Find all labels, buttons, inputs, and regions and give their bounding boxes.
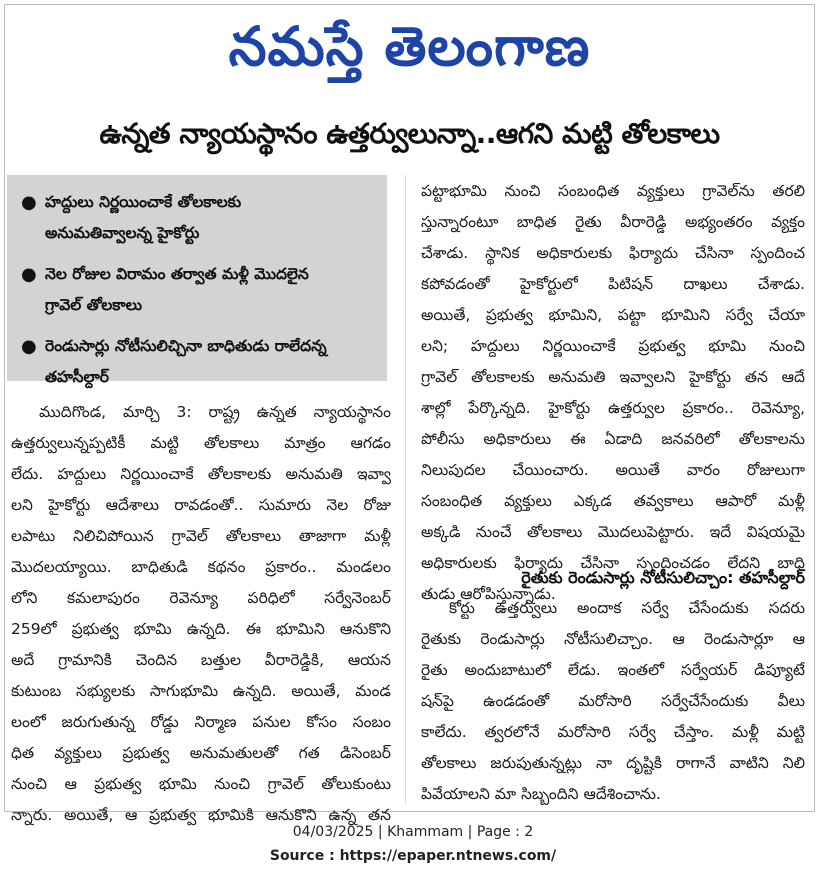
highlight-line: అనుమతివ్వాలన్న హైకోర్టు <box>45 224 200 242</box>
body-line: ధిత వ్యక్తులు ప్రభుత్వ అనుమతులతో గత డిసెంబర్ <box>11 744 391 762</box>
body-line: పట్టాభూమి నుంచి సంబంధిత వ్యక్తులు గ్రావెల్‌ను తరలి <box>421 182 805 200</box>
body-line: ఉత్తర్వులున్నప్పటికీ మట్టి తోలకాలు మాత్రం ఆగడం <box>11 434 391 452</box>
sub-heading: రైతుకు రెండుసార్లు నోటీసులిచ్చాం: తహసీల్దార్ <box>521 568 805 587</box>
highlight-item <box>19 331 377 393</box>
column-divider <box>405 175 406 805</box>
body-line: చేశాడు. స్థానిక అధికారులకు ఫిర్యాదు చేసినా స్పందించ <box>421 244 805 262</box>
left-column-body <box>11 397 391 831</box>
body-line: తోలకాలు జరుపుతున్నట్లు నా దృష్టికి రాగానే వాటిని నిలి <box>421 754 805 772</box>
body-line: అక్కడి నుంచే తోలకాలు మొదలుపెట్టారు. ఇదే విషయమై <box>421 523 805 541</box>
footer-date-line: 04/03/2025 | Khammam | Page : 2 <box>292 824 534 840</box>
highlight-item <box>19 259 377 321</box>
body-line: కుటుంబ సభ్యులకు సాగుభూమి ఉన్నది. అయితే, మండ <box>11 682 391 700</box>
body-line: లని; హద్దులు నిర్ణయించాకే ప్రభుత్వ భూమి నుంచి <box>421 337 805 355</box>
body-line: స్తున్నారంటూ బాధిత రైతు వీరారెడ్డి అభ్యంతరం వ్యక్తం <box>421 213 805 231</box>
body-line: ముదిగొండ, మార్చి 3: రాష్ట్ర ఉన్నత న్యాయస్థానం <box>39 403 391 421</box>
body-line: అదే గ్రామానికి చెందిన బత్తుల వీరారెడ్డికి, ఆయన <box>11 651 391 669</box>
body-line: కోర్టు ఉత్తర్వులు అందాక సర్వే చేసేందుకు సదరు <box>449 599 805 617</box>
body-line: కపోవడంతో హైకోర్టులో పిటిషన్ దాఖలు చేశాడు. <box>421 275 805 293</box>
body-line: పివేయాలని మా సిబ్బందిని ఆదేశించాను. <box>421 785 661 803</box>
body-line: అయితే, ప్రభుత్వ భూమిని, పట్టా భూమిని సర్వే చేయా <box>421 306 805 324</box>
body-line: శాల్లో పేర్కొన్నది. హైకోర్టు ఉత్తర్వుల ప్రకారం.. రెవెన్యూ, <box>421 399 805 417</box>
body-line: నుంచి ఆ ప్రభుత్వ భూమి నుంచి గ్రావెల్ తోలుకుంటు <box>11 775 391 793</box>
body-line: 259లో ప్రభుత్వ భూమి ఉన్నది. ఈ భూమిని ఆనుకొని <box>11 620 391 638</box>
highlight-line: గ్రావెల్ తోలకాలు <box>45 296 143 314</box>
body-line: లోని కమలాపురం రెవెన్యూ పరిధిలో సర్వేనెంబర్ <box>11 589 391 607</box>
article-headline: ఉన్నత న్యాయస్థానం ఉత్తర్వులున్నా..ఆగని మట్టి తోలకాలు <box>99 117 720 150</box>
body-line: సంబంధిత వ్యక్తులు ఎక్కడ తవ్వకాలు ఆపారో మళ్లీ <box>421 492 805 510</box>
body-line: లంలో జరుగుతున్న రోడ్డు నిర్మాణ పనుల కోసం సంబం <box>11 713 391 731</box>
body-line: మొదలయ్యాయి. బాధితుడి కథనం ప్రకారం.. మండలం <box>11 558 391 576</box>
body-line: తుడు ఆరోపిస్తున్నాడు. <box>421 585 556 603</box>
right-column-body-2 <box>421 593 805 810</box>
body-line: లేదు. హద్దులు నిర్ణయించాకే తోలకాలకు అనుమతి ఇవ్వా <box>11 465 391 483</box>
news-clipping <box>4 4 815 824</box>
body-line: అధికారులకు ఫిర్యాదు చేసినా స్పందించడం లేదని బాధి <box>421 554 805 572</box>
body-line: పోలీసు అధికారులు ఈ ఏడాది జనవరిలో తోలకాలను <box>421 430 805 448</box>
bullet-icon: ● <box>21 336 37 357</box>
masthead-logo: నమస్తే తెలంగాణ <box>228 15 591 78</box>
bullet-icon: ● <box>21 192 37 213</box>
body-line: రైతు అందుబాటులో లేడు. ఇంతలో సర్వేయర్ డిప్యూటే <box>421 661 805 679</box>
body-line: లపాటు నిలిచిపోయిన గ్రావెల్ తోలకాలు తాజాగా మళ్లీ <box>11 527 391 545</box>
highlight-line: తహసీల్దార్ <box>45 368 109 386</box>
highlights-box <box>7 175 387 386</box>
clipping-footer <box>0 820 826 868</box>
highlight-line: నెల రోజుల విరామం తర్వాత మళ్లీ మొదలైన <box>45 265 309 283</box>
footer-source-line: Source : https://epaper.ntnews.com/ <box>269 848 557 864</box>
right-column-body <box>421 176 805 610</box>
body-line: షన్‌పై ఉండడంతో మరోసారి సర్వేచేసేందుకు వీలు <box>421 692 805 710</box>
highlight-item <box>19 187 377 249</box>
body-line: న్నారు. అయితే, ఆ ప్రభుత్వ భూమికి ఆనుకొని ఉన్న తన <box>11 806 391 824</box>
body-line: నిలుపుదల చేయించారు. అయితే వారం రోజులుగా <box>421 461 805 479</box>
body-line: కాలేదు. త్వరలోనే మరోసారి సర్వే చేస్తాం. మళ్లీ మట్టి <box>421 723 805 741</box>
highlight-line: హద్దులు నిర్ణయించాకే తోలకాలకు <box>45 193 242 211</box>
body-line: రైతుకు రెండుసార్లు నోటీసులిచ్చాం. ఆ రెండుసార్లూ ఆ <box>421 630 805 648</box>
body-line: గ్రావెల్ తోలకాలకు అనుమతి ఇవ్వాలని హైకోర్టు తన ఆదే <box>421 368 805 386</box>
bullet-icon: ● <box>21 264 37 285</box>
highlight-line: రెండుసార్లు నోటీసులిచ్చినా బాధితుడు రాలేదన్న <box>45 337 327 355</box>
body-line: లని హైకోర్టు ఆదేశాలు రావడంతో.. సుమారు నెల రోజు <box>11 496 391 514</box>
